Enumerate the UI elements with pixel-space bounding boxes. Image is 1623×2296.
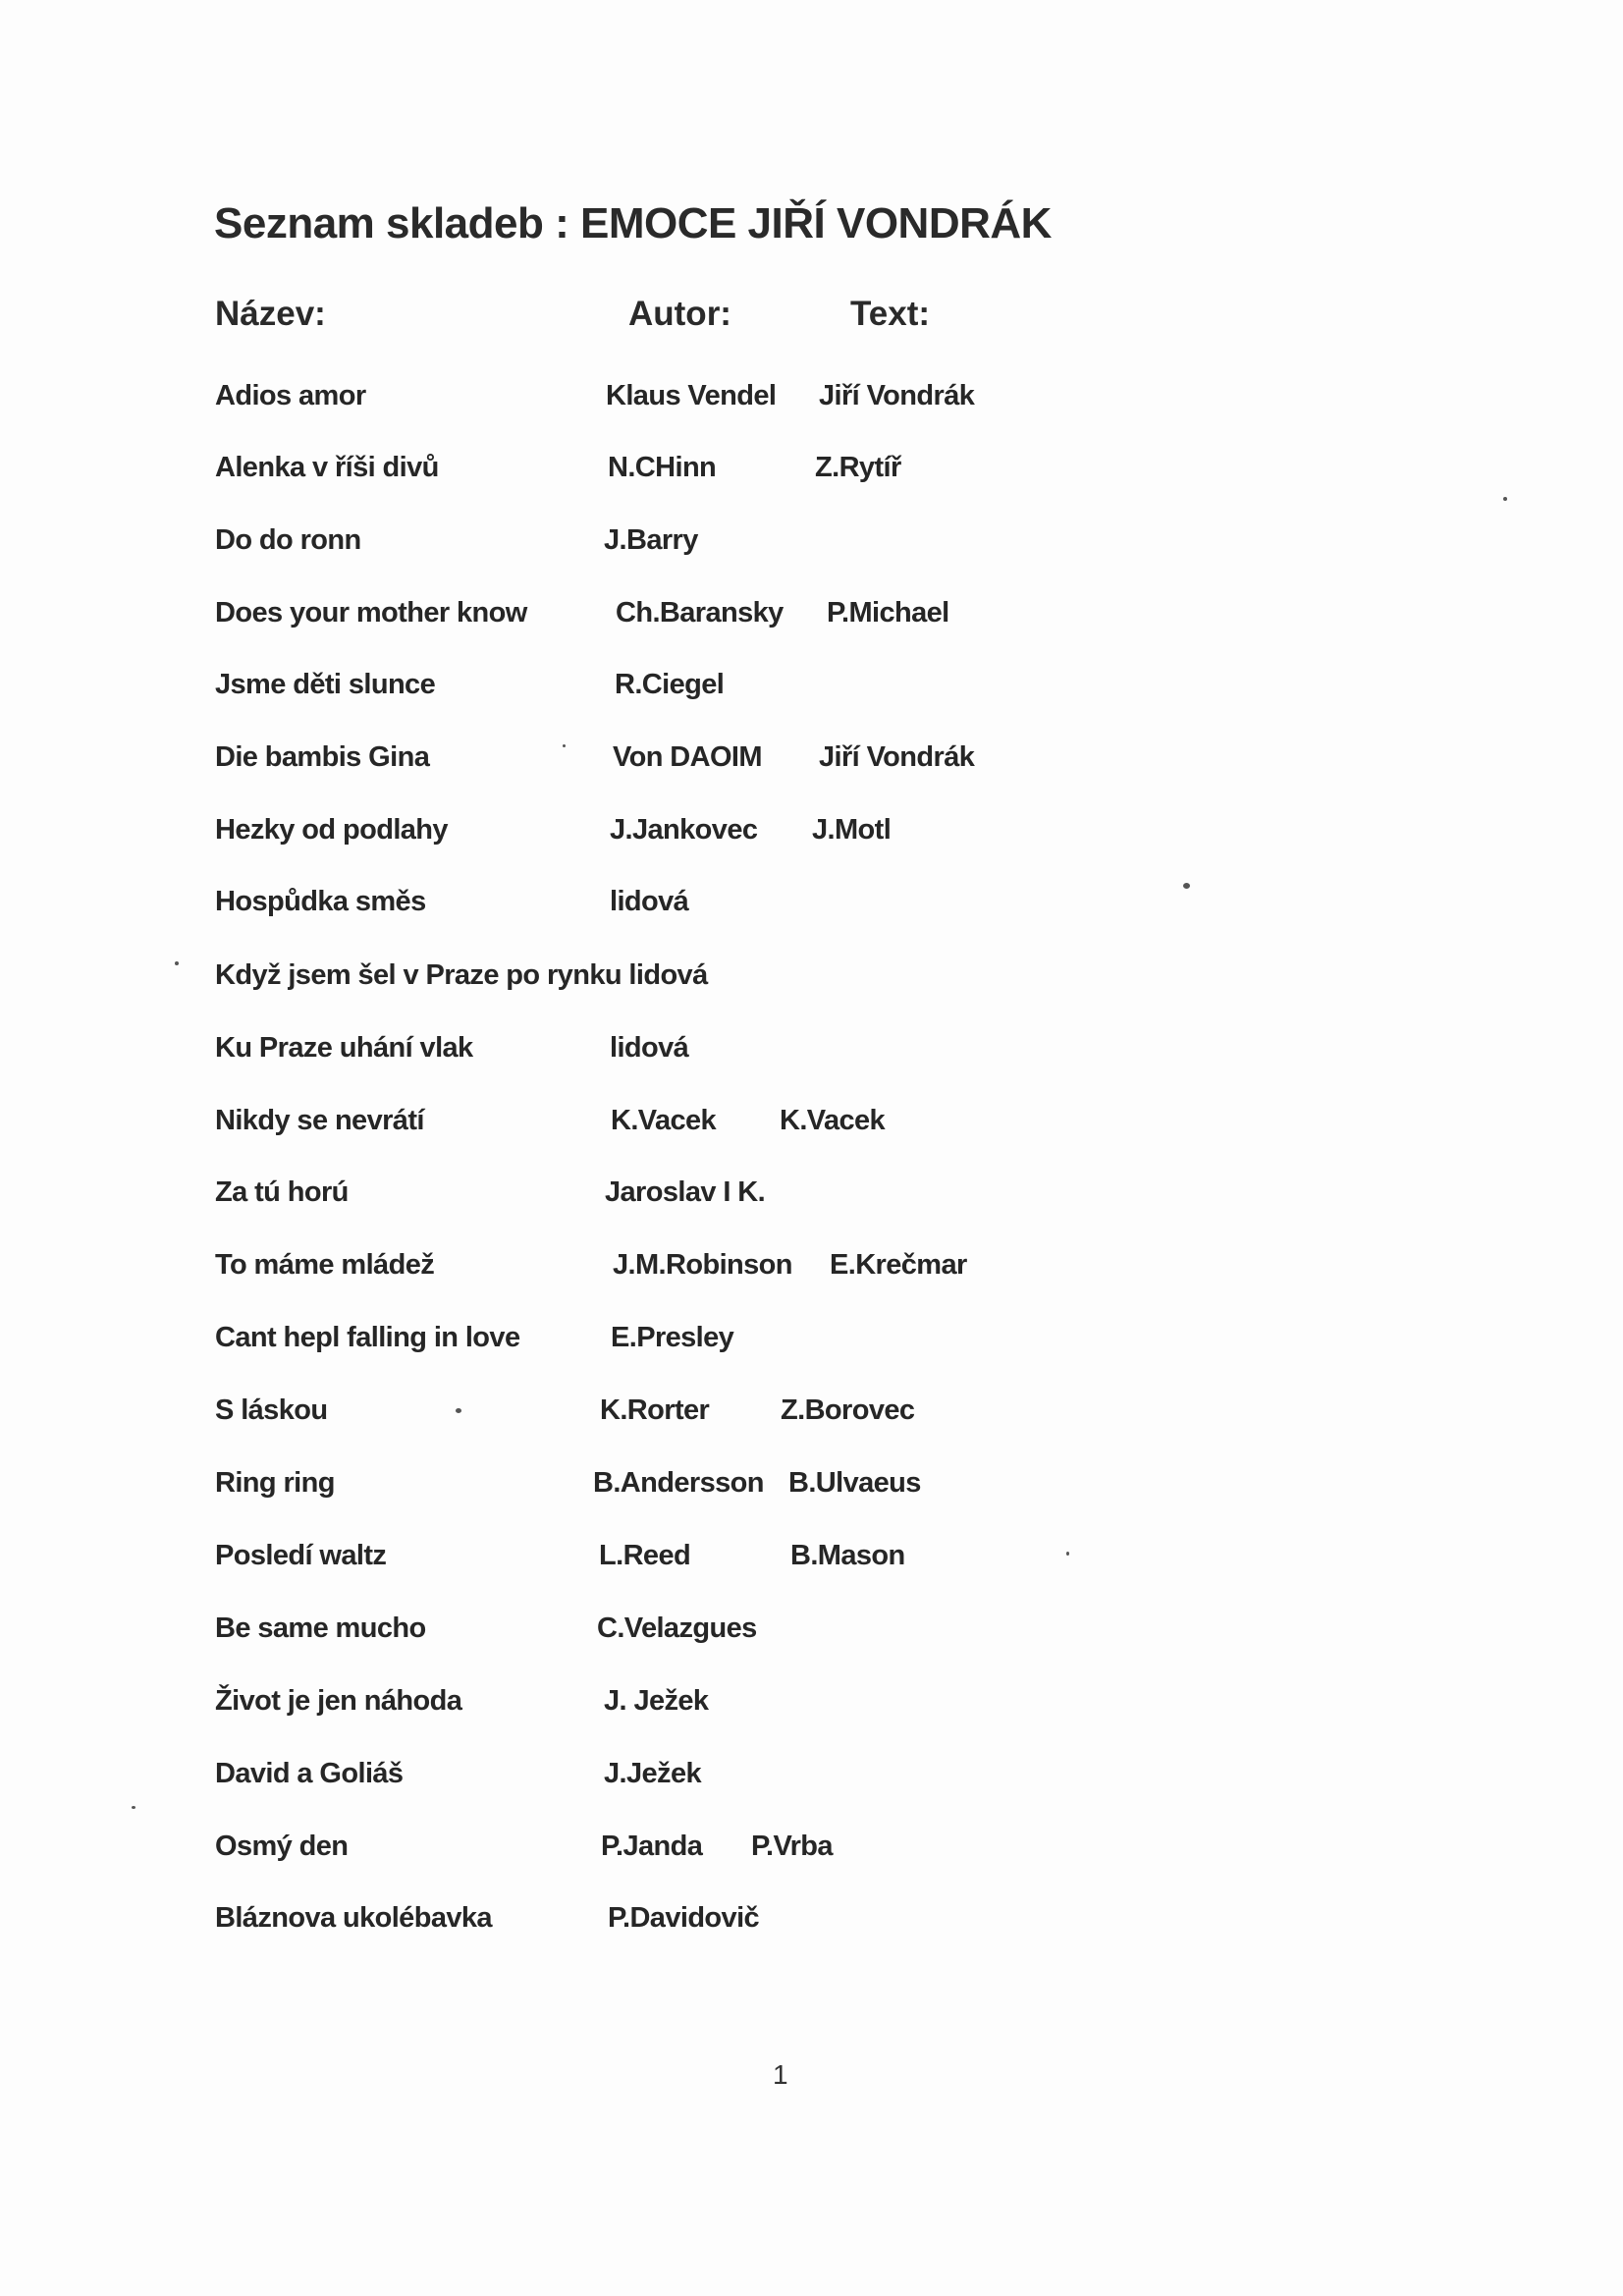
song-row: [0, 1322, 1623, 1371]
song-title: Be same mucho: [215, 1613, 426, 1644]
song-row: [0, 1613, 1623, 1662]
song-author: Jaroslav I K.: [605, 1176, 766, 1208]
song-author: P.Davidovič: [608, 1902, 760, 1934]
song-author: lidová: [610, 1032, 689, 1064]
song-row: [0, 1685, 1623, 1734]
song-row: [0, 669, 1623, 718]
song-author: K.Vacek: [611, 1105, 717, 1136]
song-lyricist: E.Krečmar: [830, 1249, 967, 1281]
song-row: [0, 524, 1623, 574]
song-lyricist: Jiří Vondrák: [819, 380, 975, 411]
song-author: lidová: [610, 886, 689, 917]
song-title: To máme mládež: [215, 1249, 435, 1281]
song-title: Nikdy se nevrátí: [215, 1105, 424, 1136]
song-row: [0, 380, 1623, 429]
song-row: [0, 1831, 1623, 1880]
song-row: [0, 597, 1623, 646]
song-author: N.CHinn: [608, 452, 717, 483]
song-title: Bláznova ukolébavka: [215, 1902, 492, 1934]
document-title: Seznam skladeb : EMOCE JIŘÍ VONDRÁK: [214, 199, 1052, 247]
song-row: [0, 1758, 1623, 1807]
song-author: P.Janda: [601, 1831, 703, 1862]
song-title: Když jsem šel v Praze po rynku lidová: [215, 959, 708, 991]
song-title: Die bambis Gina: [215, 741, 430, 773]
song-author: E.Presley: [611, 1322, 734, 1353]
song-title: Ring ring: [215, 1467, 335, 1499]
song-title: Adios amor: [215, 380, 366, 411]
song-title: Alenka v říši divů: [215, 452, 439, 483]
song-title: Jsme děti slunce: [215, 669, 436, 700]
song-row: [0, 959, 1623, 1009]
song-lyricist: B.Ulvaeus: [788, 1467, 921, 1499]
song-author: R.Ciegel: [615, 669, 725, 700]
scan-speck: [563, 744, 566, 747]
song-row: [0, 1105, 1623, 1154]
column-header-author: Autor:: [628, 295, 731, 333]
song-title: Does your mother know: [215, 597, 527, 629]
column-header-name: Název:: [215, 295, 326, 333]
scan-speck: [175, 961, 179, 965]
song-author: Klaus Vendel: [606, 380, 777, 411]
song-title: David a Goliáš: [215, 1758, 404, 1789]
song-row: [0, 1540, 1623, 1589]
column-header-text: Text:: [850, 295, 931, 333]
song-row: [0, 741, 1623, 791]
song-title: Posledí waltz: [215, 1540, 387, 1571]
song-row: [0, 1394, 1623, 1444]
song-title: Do do ronn: [215, 524, 361, 556]
song-author: Ch.Baransky: [616, 597, 784, 629]
scan-speck: [1183, 883, 1190, 889]
scan-speck: [132, 1806, 135, 1809]
scan-speck: [1066, 1552, 1069, 1556]
song-lyricist: K.Vacek: [780, 1105, 886, 1136]
song-title: Hospůdka směs: [215, 886, 426, 917]
song-row: [0, 1249, 1623, 1298]
song-lyricist: Z.Borovec: [781, 1394, 915, 1426]
song-author: L.Reed: [599, 1540, 691, 1571]
song-author: K.Rorter: [600, 1394, 710, 1426]
song-row: [0, 1176, 1623, 1226]
song-title: S láskou: [215, 1394, 328, 1426]
scan-speck: [456, 1408, 461, 1413]
song-row: [0, 1467, 1623, 1516]
song-title: Život je jen náhoda: [215, 1685, 462, 1717]
song-lyricist: P.Vrba: [751, 1831, 833, 1862]
song-author: C.Velazgues: [597, 1613, 757, 1644]
song-lyricist: Z.Rytíř: [815, 452, 901, 483]
song-title: Ku Praze uhání vlak: [215, 1032, 473, 1064]
song-title: Hezky od podlahy: [215, 814, 448, 846]
song-author: J.M.Robinson: [613, 1249, 792, 1281]
song-lyricist: J.Motl: [812, 814, 892, 846]
song-row: [0, 1032, 1623, 1081]
song-row: [0, 1902, 1623, 1951]
song-author: B.Andersson: [593, 1467, 764, 1499]
scan-speck: [1503, 497, 1507, 501]
page-number: 1: [773, 2059, 788, 2090]
song-author: J.Ježek: [604, 1758, 701, 1789]
song-title: Osmý den: [215, 1831, 349, 1862]
song-row: [0, 452, 1623, 501]
song-lyricist: B.Mason: [790, 1540, 905, 1571]
song-lyricist: Jiří Vondrák: [819, 741, 975, 773]
song-author: J. Ježek: [604, 1685, 709, 1717]
song-author: J.Jankovec: [610, 814, 758, 846]
song-author: Von DAOIM: [613, 741, 762, 773]
song-row: [0, 886, 1623, 935]
song-title: Za tú horú: [215, 1176, 349, 1208]
song-lyricist: P.Michael: [827, 597, 949, 629]
song-row: [0, 814, 1623, 863]
song-author: J.Barry: [604, 524, 698, 556]
song-title: Cant hepl falling in love: [215, 1322, 520, 1353]
